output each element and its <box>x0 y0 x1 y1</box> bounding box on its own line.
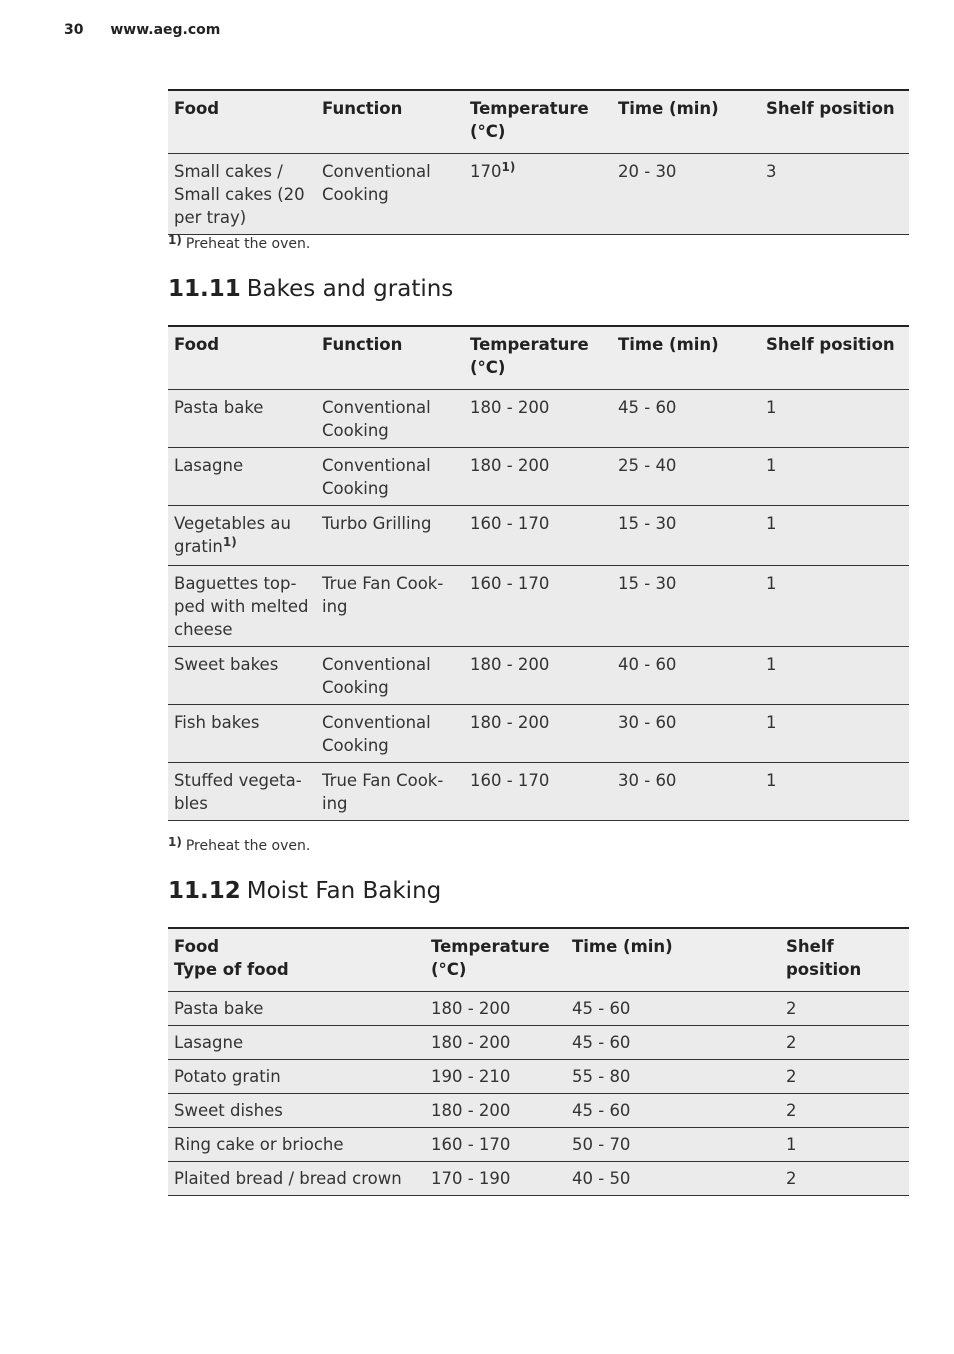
col-time: Time (min) <box>566 928 780 992</box>
cell-time: 20 - 30 <box>612 154 760 235</box>
cell-food: Pasta bake <box>168 992 425 1026</box>
col-function: Function <box>316 326 464 390</box>
cell-food: Baguettes topped with melted cheese <box>168 566 316 647</box>
cell-time: 15 - 30 <box>612 566 760 647</box>
table-row <box>168 1128 909 1162</box>
cell-shelf: 1 <box>760 763 909 821</box>
cell-food: Fish bakes <box>168 705 316 763</box>
col-food: Food <box>168 90 316 154</box>
cell-shelf: 1 <box>760 705 909 763</box>
temperature-value: 170 <box>470 162 502 181</box>
table-bakes-gratins <box>168 325 909 821</box>
cell-temperature: 180 - 200 <box>464 448 612 506</box>
cell-shelf: 1 <box>760 390 909 448</box>
cell-time: 45 - 60 <box>566 992 780 1026</box>
cell-time: 50 - 70 <box>566 1128 780 1162</box>
footnote-text: Preheat the oven. <box>185 838 311 854</box>
table-moist-fan-baking <box>168 927 909 1196</box>
section-number: 11.12 <box>168 878 241 904</box>
section-number: 11.11 <box>168 276 241 302</box>
table-header-row <box>168 326 909 390</box>
cell-food: Small cakes / Small cakes (20 per tray) <box>168 154 316 235</box>
cell-shelf: 2 <box>780 992 909 1026</box>
col-time: Time (min) <box>612 326 760 390</box>
cell-temperature: 180 - 200 <box>425 1026 566 1060</box>
col-shelf: Shelf position <box>760 90 909 154</box>
col-type-of-food-label: Type of food <box>174 960 289 979</box>
section-title-bakes <box>168 276 453 302</box>
cell-function: Conventional Cooking <box>316 154 464 235</box>
cell-food <box>168 506 316 566</box>
section-title-moist-fan <box>168 878 441 904</box>
col-function: Function <box>316 90 464 154</box>
cell-food: Pasta bake <box>168 390 316 448</box>
col-temperature: Temperature (°C) <box>464 326 612 390</box>
cell-shelf: 2 <box>780 1026 909 1060</box>
table-header-row <box>168 90 909 154</box>
cell-function: Conventional Cooking <box>316 705 464 763</box>
cell-food: Ring cake or brioche <box>168 1128 425 1162</box>
table-row <box>168 154 909 235</box>
col-temperature: Temperature (°C) <box>464 90 612 154</box>
cell-time: 45 - 60 <box>566 1094 780 1128</box>
cell-temperature: 180 - 200 <box>464 390 612 448</box>
cell-food: Sweet dishes <box>168 1094 425 1128</box>
cell-temperature: 160 - 170 <box>464 506 612 566</box>
cell-time: 40 - 50 <box>566 1162 780 1196</box>
footnote <box>168 233 311 252</box>
website-link[interactable]: www.aeg.com <box>110 22 221 38</box>
table-row <box>168 448 909 506</box>
footnote <box>168 835 311 854</box>
cell-time: 45 - 60 <box>612 390 760 448</box>
col-food-label: Food <box>174 937 220 956</box>
cell-function: True Fan Cooking <box>316 763 464 821</box>
col-food: Food <box>168 326 316 390</box>
col-shelf: Shelf position <box>780 928 909 992</box>
cell-shelf: 1 <box>760 647 909 705</box>
table-header-row <box>168 928 909 992</box>
section-heading: Bakes and gratins <box>246 276 454 302</box>
cell-time: 40 - 60 <box>612 647 760 705</box>
cell-function: True Fan Cooking <box>316 566 464 647</box>
cell-shelf: 2 <box>780 1060 909 1094</box>
cell-time: 25 - 40 <box>612 448 760 506</box>
cell-temperature: 160 - 170 <box>464 566 612 647</box>
cell-function: Conventional Cooking <box>316 448 464 506</box>
footnote-text: Preheat the oven. <box>185 236 311 252</box>
food-name: Vegetables au gratin <box>174 514 291 556</box>
cell-time: 45 - 60 <box>566 1026 780 1060</box>
table-row <box>168 1094 909 1128</box>
table-row <box>168 647 909 705</box>
cell-food: Sweet bakes <box>168 647 316 705</box>
table-row <box>168 1060 909 1094</box>
page-number: 30 <box>64 22 84 38</box>
cell-function: Conventional Cooking <box>316 390 464 448</box>
footnote-ref: 1) <box>222 535 237 549</box>
col-time: Time (min) <box>612 90 760 154</box>
table-row <box>168 566 909 647</box>
cell-shelf: 1 <box>760 506 909 566</box>
col-temperature: Temperature (°C) <box>425 928 566 992</box>
footnote-mark: 1) <box>168 233 182 247</box>
table-row <box>168 763 909 821</box>
cell-function: Turbo Grilling <box>316 506 464 566</box>
cell-temperature <box>464 154 612 235</box>
cell-time: 30 - 60 <box>612 705 760 763</box>
col-shelf: Shelf position <box>760 326 909 390</box>
cell-time: 15 - 30 <box>612 506 760 566</box>
table-row <box>168 390 909 448</box>
cell-food: Potato gratin <box>168 1060 425 1094</box>
footnote-ref: 1) <box>501 160 516 174</box>
table-row <box>168 705 909 763</box>
cell-shelf: 3 <box>760 154 909 235</box>
cell-temperature: 170 - 190 <box>425 1162 566 1196</box>
cell-temperature: 180 - 200 <box>425 1094 566 1128</box>
section-heading: Moist Fan Baking <box>246 878 442 904</box>
cell-shelf: 1 <box>780 1128 909 1162</box>
cell-temperature: 180 - 200 <box>425 992 566 1026</box>
cell-shelf: 1 <box>760 566 909 647</box>
footnote-mark: 1) <box>168 835 182 849</box>
cell-food: Lasagne <box>168 448 316 506</box>
cell-food: Stuffed vegetables <box>168 763 316 821</box>
table-row <box>168 1026 909 1060</box>
cell-temperature: 180 - 200 <box>464 647 612 705</box>
cell-food: Lasagne <box>168 1026 425 1060</box>
cell-function: Conventional Cooking <box>316 647 464 705</box>
col-food <box>168 928 425 992</box>
cell-temperature: 160 - 170 <box>425 1128 566 1162</box>
table-row <box>168 992 909 1026</box>
page-header <box>64 22 220 38</box>
table-small-cakes <box>168 89 909 235</box>
table-row <box>168 1162 909 1196</box>
cell-temperature: 190 - 210 <box>425 1060 566 1094</box>
table-row <box>168 506 909 566</box>
cell-shelf: 1 <box>760 448 909 506</box>
cell-time: 30 - 60 <box>612 763 760 821</box>
cell-food: Plaited bread / bread crown <box>168 1162 425 1196</box>
cell-temperature: 160 - 170 <box>464 763 612 821</box>
cell-temperature: 180 - 200 <box>464 705 612 763</box>
cell-shelf: 2 <box>780 1162 909 1196</box>
cell-time: 55 - 80 <box>566 1060 780 1094</box>
cell-shelf: 2 <box>780 1094 909 1128</box>
